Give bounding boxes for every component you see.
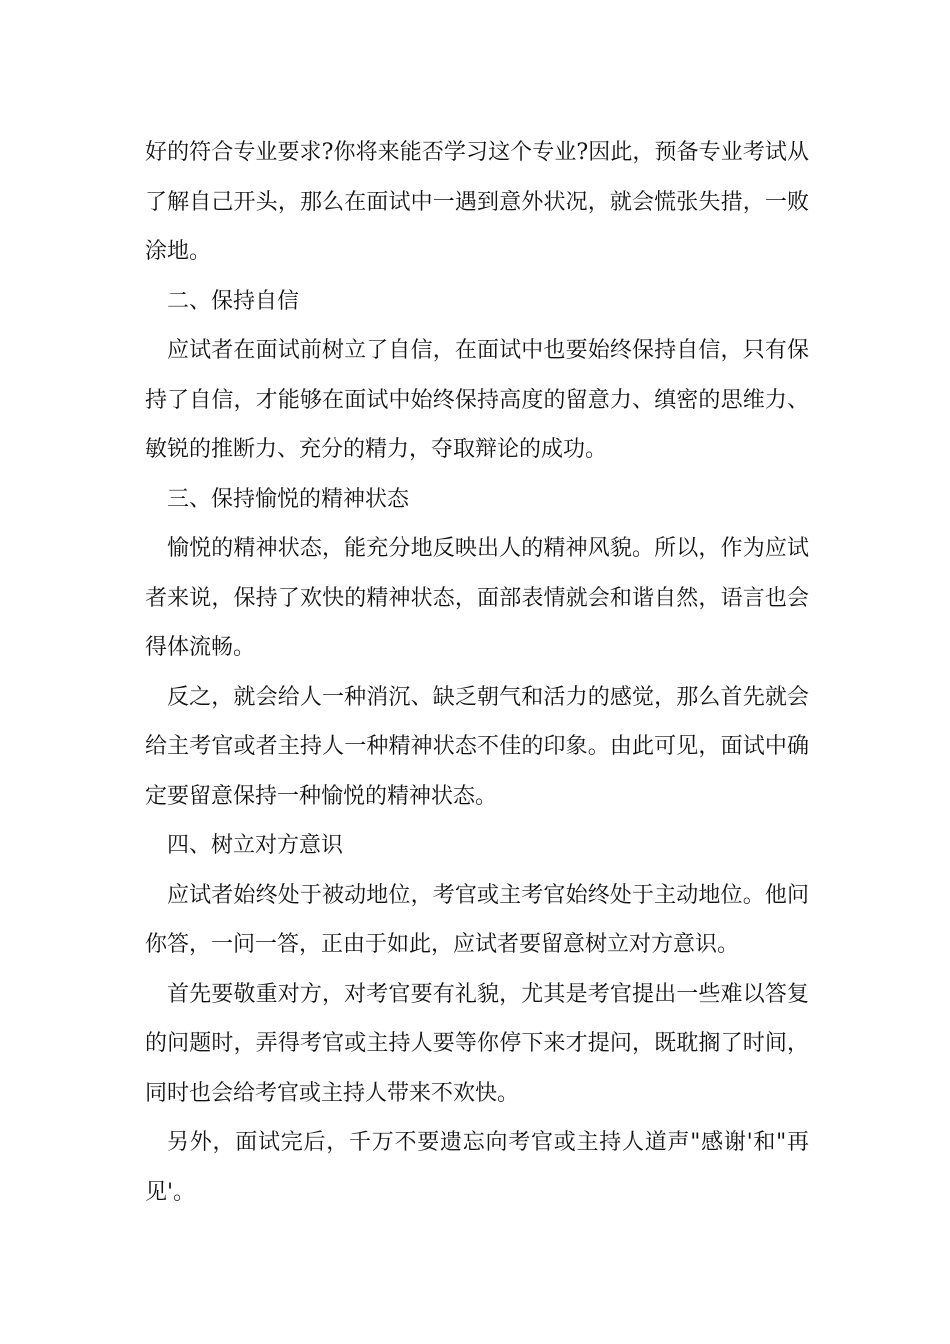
paragraph-mood-1: 愉悦的精神状态，能充分地反映出人的精神风貌。所以，作为应试者来说，保持了欢快的精神状态，面部表情就会和谐自然，语言也会得体流畅。 [145,536,809,660]
section-heading-3: 三、保持愉悦的精神状态 [167,486,410,512]
paragraph-mood-2: 反之，就会给人一种消沉、缺乏朝气和活力的感觉，那么首先就会给主考官或者主持人一种精神状态不佳的印象。由此可见，面试中确定要留意保持一种愉悦的精神状态。 [145,684,809,809]
section-heading-4: 四、树立对方意识 [167,833,344,858]
paragraph-awareness-2: 首先要敬重对方，对考官要有礼貌，尤其是考官提出一些难以答复的问题时，弄得考官或主持人要等你停下来才提问，既耽搁了时间，同时也会给考官或主持人带来不欢快。 [145,981,809,1106]
paragraph-confidence: 应试者在面试前树立了自信，在面试中也要始终保持自信，只有保持了自信，才能够在面试中始终保持高度的留意力、缜密的思维力、敏锐的推断力、充分的精力，夺取辩论的成功。 [145,338,809,462]
paragraph-awareness-3: 另外，面试完后，千万不要遗忘向考官或主持人道声"感谢'和"再见'。 [145,1130,809,1205]
paragraph-continuation: 好的符合专业要求?你将来能否学习这个专业?因此，预备专业考试从了解自己开头，那么在面试中一遇到意外状况，就会慌张失措，一败涂地。 [145,140,809,264]
paragraph-awareness-1: 应试者始终处于被动地位，考官或主考官始终处于主动地位。他问你答，一问一答，正由于如此，应试者要留意树立对方意识。 [145,882,809,957]
section-heading-2: 二、保持自信 [167,288,300,314]
document-body [145,128,809,1217]
